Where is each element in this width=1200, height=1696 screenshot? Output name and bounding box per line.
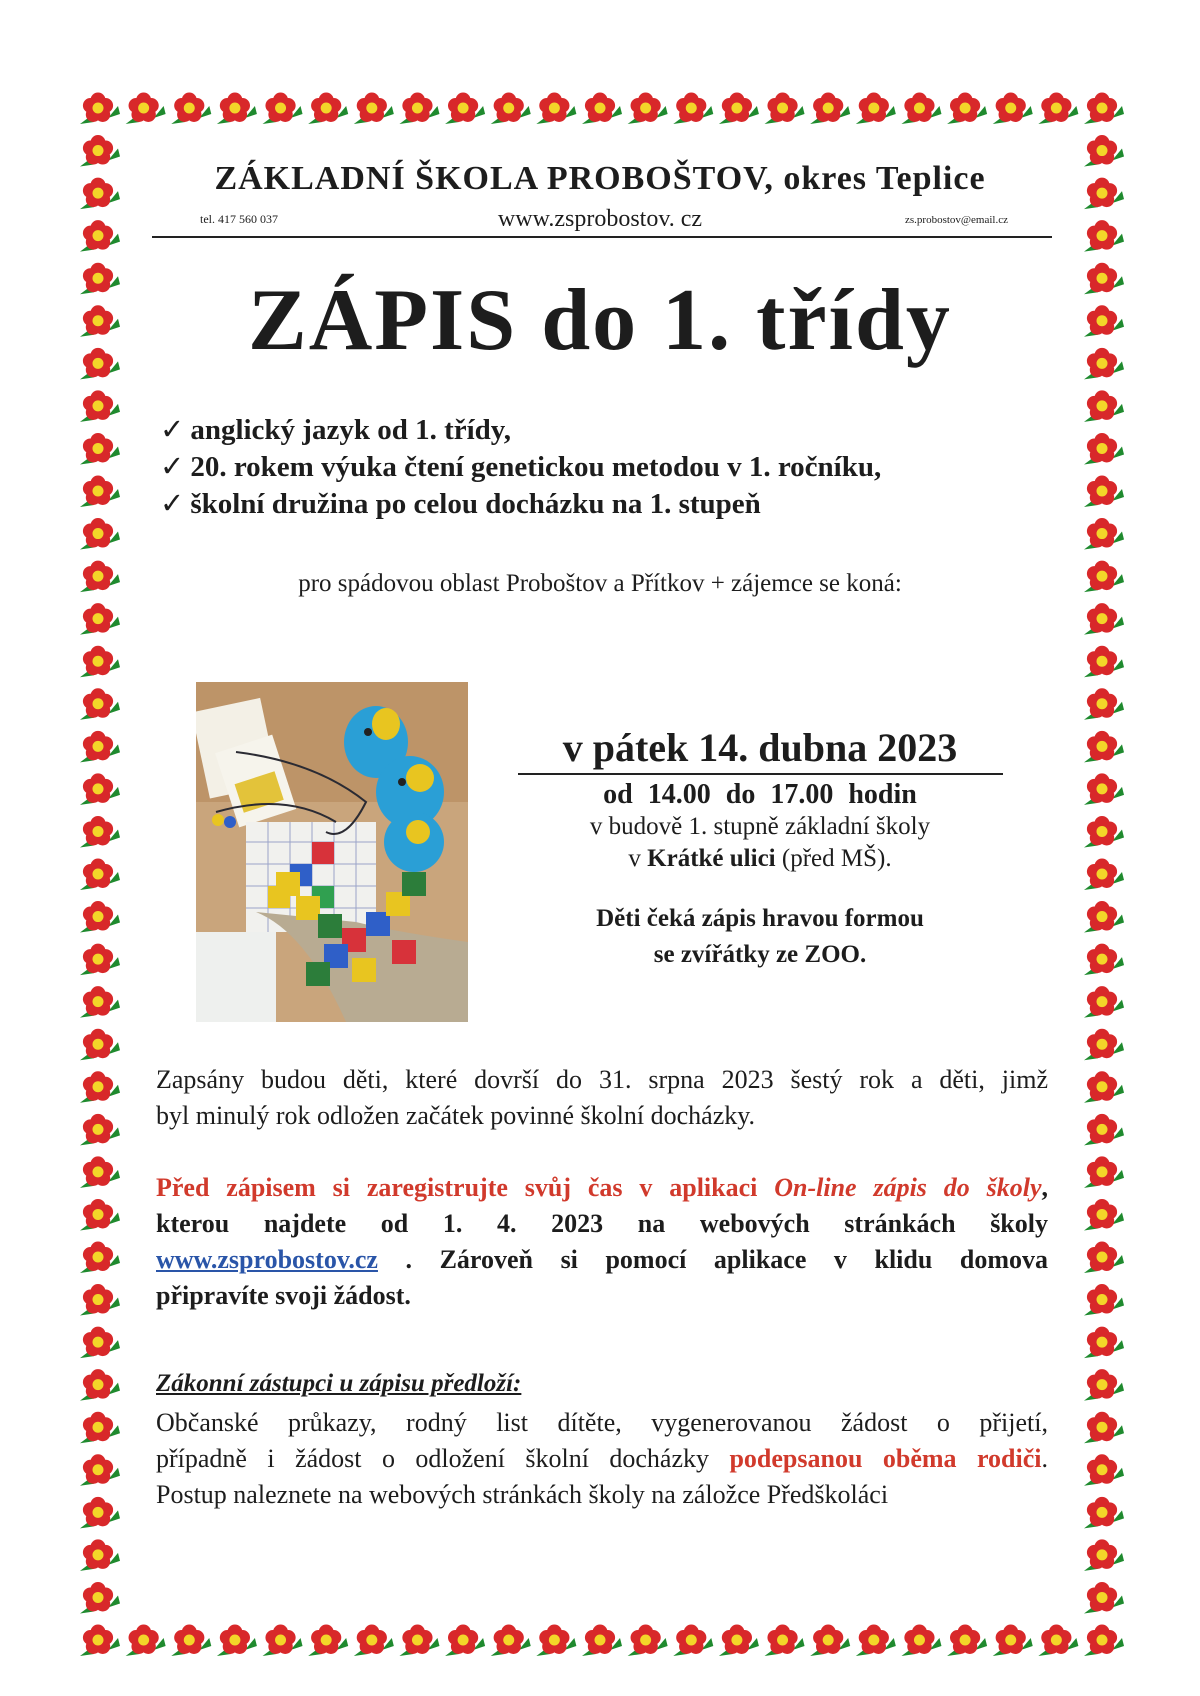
flower-icon [80, 1071, 120, 1103]
flower-icon [628, 1625, 668, 1657]
school-website-link[interactable]: www.zsprobostov.cz [156, 1245, 378, 1274]
flower-icon [80, 518, 120, 550]
flower-icon [80, 1412, 120, 1444]
flower-icon [673, 1625, 713, 1657]
header-divider [152, 236, 1052, 238]
event-venue-line: v budově 1. stupně základní školy [589, 813, 931, 840]
flower-icon [1084, 178, 1124, 210]
flower-icon [536, 1625, 576, 1657]
flower-icon [1084, 688, 1124, 720]
flower-icon [1084, 561, 1124, 593]
event-block [490, 724, 1030, 973]
flower-icon [1084, 944, 1124, 976]
flower-icon [80, 1114, 120, 1146]
event-street: Krátké ulici [647, 845, 776, 872]
flower-icon [80, 986, 120, 1018]
flower-icon [901, 93, 941, 125]
flower-icon [856, 93, 896, 125]
flower-icon [1084, 1242, 1124, 1274]
flower-icon [80, 305, 120, 337]
flower-icon [1084, 1199, 1124, 1231]
flower-icon [1084, 1582, 1124, 1614]
flower-icon [628, 93, 668, 125]
flower-icon [80, 646, 120, 678]
event-time: od 14.00 do 17.00 hodin [603, 779, 917, 810]
signature-note: podepsanou oběma rodiči [729, 1444, 1042, 1473]
flower-icon [80, 1156, 120, 1188]
school-website: www.zsprobostov. cz [497, 206, 703, 232]
flower-icon [901, 1625, 941, 1657]
flower-icon [1084, 1497, 1124, 1529]
flower-icon [1084, 135, 1124, 167]
zoo-text: se zvířátky ze ZOO. [653, 941, 867, 968]
event-date: v pátek 14. dubna 2023 [562, 725, 958, 770]
flower-icon [80, 1369, 120, 1401]
flower-icon [1084, 305, 1124, 337]
flower-icon [445, 1625, 485, 1657]
flower-icon [1084, 773, 1124, 805]
flower-icon [719, 1625, 759, 1657]
flower-icon [1084, 433, 1124, 465]
event-venue-street-line: v Krátké ulici (před MŠ). [628, 845, 892, 872]
flower-icon [1084, 1625, 1124, 1657]
flower-icon [171, 1625, 211, 1657]
intro-text: pro spádovou oblast Proboštov a Přítkov + zájemce se koná: [298, 570, 902, 597]
flower-icon [993, 1625, 1033, 1657]
flower-icon [80, 178, 120, 210]
contact-row [150, 206, 1050, 230]
app-name: On-line zápis do školy [774, 1173, 1042, 1202]
event-date-underline [518, 773, 1003, 775]
flower-icon [993, 93, 1033, 125]
flower-icon [217, 93, 257, 125]
flower-icon [1084, 1156, 1124, 1188]
flower-icon [1084, 348, 1124, 380]
flower-icon [1084, 603, 1124, 635]
flower-icon [80, 944, 120, 976]
flower-icon [1084, 390, 1124, 422]
flower-icon [1084, 1029, 1124, 1061]
flower-icon [399, 1625, 439, 1657]
flower-icon [491, 1625, 531, 1657]
flower-icon [1084, 1539, 1124, 1571]
flower-icon [1084, 1284, 1124, 1316]
flower-icon [1084, 816, 1124, 848]
flower-icon [1038, 93, 1078, 125]
check-icon: ✓ [160, 451, 185, 483]
flower-icon [80, 348, 120, 380]
feature-item: ✓ školní družina po celou docházku na 1. stupeň [160, 488, 761, 520]
flower-icon [80, 263, 120, 295]
flower-icon [1084, 731, 1124, 763]
flower-icon [171, 93, 211, 125]
flower-icon [80, 1582, 120, 1614]
flower-icon [719, 93, 759, 125]
flower-icon [947, 1625, 987, 1657]
flower-icon [80, 220, 120, 252]
flower-icon [80, 1327, 120, 1359]
flower-icon [1084, 646, 1124, 678]
flower-icon [582, 1625, 622, 1657]
flower-icon [80, 476, 120, 508]
flower-icon [80, 1497, 120, 1529]
flower-icon [399, 93, 439, 125]
flower-icon [1084, 476, 1124, 508]
documents-text: Občanské průkazy, rodný list dítěte, vygenerovanou žádost o přijetí, případně i žádost o odložení školní docházky podepsanou oběma rodiči. Postup naleznete na webových stránkách školy na záložce Předškoláci [156, 1408, 1048, 1509]
flower-icon [80, 433, 120, 465]
flower-icon [673, 93, 713, 125]
flower-icon [354, 1625, 394, 1657]
flower-icon [308, 1625, 348, 1657]
school-phone: tel. 417 560 037 [200, 212, 278, 226]
flower-icon [1084, 1369, 1124, 1401]
flower-icon [1084, 93, 1124, 125]
feature-item: ✓ anglický jazyk od 1. třídy, [160, 414, 511, 446]
flower-icon [765, 93, 805, 125]
flower-icon [80, 561, 120, 593]
flower-icon [1084, 859, 1124, 891]
flower-icon [263, 93, 303, 125]
flower-icon [263, 1625, 303, 1657]
feature-list [160, 412, 881, 523]
flower-icon [80, 1029, 120, 1061]
flower-icon [80, 1242, 120, 1274]
flower-icon [1084, 901, 1124, 933]
page-title: ZÁPIS do 1. třídy [248, 272, 952, 369]
toys-photo [196, 682, 468, 1022]
flower-icon [80, 688, 120, 720]
flower-icon [1084, 263, 1124, 295]
flower-icon [1084, 1327, 1124, 1359]
flower-icon [491, 93, 531, 125]
registration-text: Před zápisem si zaregistrujte svůj čas v aplikaci On-line zápis do školy, kterou najdete od 1. 4. 2023 na webových stránkách školy www.zsprobostov.cz . Zároveň si pomocí aplikace v klidu domova připravíte svoji žádost. [156, 1173, 1049, 1310]
flower-icon [810, 93, 850, 125]
flower-icon [1038, 1625, 1078, 1657]
flower-icon [1084, 1454, 1124, 1486]
flower-icon [536, 93, 576, 125]
flower-icon [80, 901, 120, 933]
flower-icon [80, 390, 120, 422]
school-email: zs.probostov@email.cz [905, 214, 1008, 226]
flower-icon [765, 1625, 805, 1657]
flower-icon [80, 1539, 120, 1571]
flower-icon [80, 603, 120, 635]
flower-icon [582, 93, 622, 125]
flower-icon [308, 93, 348, 125]
flower-icon [80, 773, 120, 805]
flower-icon [126, 93, 166, 125]
flower-icon [80, 1625, 120, 1657]
flower-icon [80, 1284, 120, 1316]
documents-heading: Zákonní zástupci u zápisu předloží: [156, 1370, 522, 1397]
flower-icon [810, 1625, 850, 1657]
flower-icon [1084, 1114, 1124, 1146]
school-name: ZÁKLADNÍ ŠKOLA PROBOŠTOV, okres Teplice [214, 160, 986, 197]
flower-icon [126, 1625, 166, 1657]
eligibility-text: Zapsány budou děti, které dovrší do 31. srpna 2023 šestý rok a děti, jimž byl minulý rok odložen začátek povinné školní docházky. [156, 1065, 1048, 1130]
flower-icon [80, 1454, 120, 1486]
flower-icon [80, 731, 120, 763]
flower-icon [80, 93, 120, 125]
flower-icon [217, 1625, 257, 1657]
flower-icon [354, 93, 394, 125]
flower-icon [80, 1199, 120, 1231]
feature-item: ✓ 20. rokem výuka čtení genetickou metodou v 1. ročníku, [160, 451, 882, 483]
check-icon: ✓ [160, 414, 185, 446]
flower-icon [80, 816, 120, 848]
flower-icon [947, 93, 987, 125]
flower-icon [1084, 220, 1124, 252]
flower-icon [445, 93, 485, 125]
flower-icon [1084, 986, 1124, 1018]
flower-icon [1084, 518, 1124, 550]
flower-icon [1084, 1412, 1124, 1444]
check-icon: ✓ [160, 488, 185, 520]
zoo-text: Děti čeká zápis hravou formou [596, 905, 924, 932]
flower-icon [1084, 1071, 1124, 1103]
flower-icon [80, 859, 120, 891]
flower-icon [856, 1625, 896, 1657]
flower-icon [80, 135, 120, 167]
